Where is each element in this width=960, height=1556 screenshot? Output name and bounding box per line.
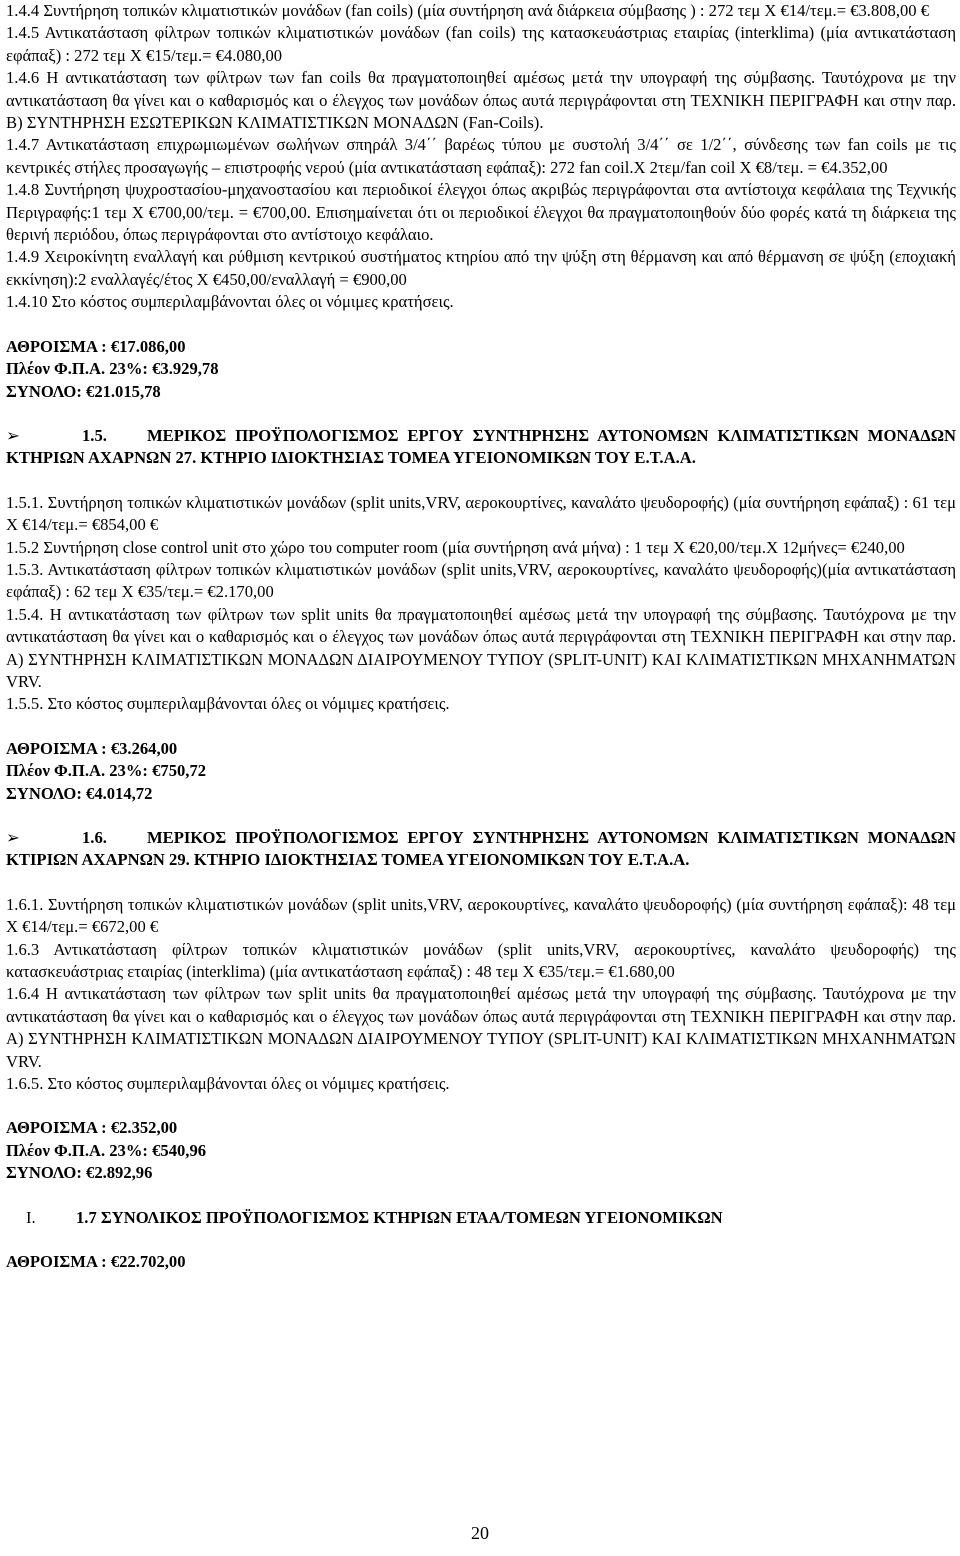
item-1-5-2: 1.5.2 Συντήρηση close control unit στο χώρο του computer room (μία συντήρηση ανά μήνα) : 1 τεμ Χ €20,00/τεμ.Χ 12μήνες= €240,00 — [6, 537, 905, 557]
section-1-6-items — [6, 894, 956, 1096]
section-number: 1.6. — [82, 828, 107, 847]
item-1-6-4: 1.6.4 Η αντικατάσταση των φίλτρων των split units θα πραγματοποιηθεί αμέσως μετά την υπογραφή της σύμβασης. Ταυτόχρονα με την αντικατάσταση θα γίνει και ο καθαρισμός και ο έλεγχος των μονάδων όπως αυτά περιγράφονται στη ΤΕΧΝΙΚΗ ΠΕΡΙΓΡΑΦΗ και στην παρ. Α) ΣΥΝΤΗΡΗΣΗ ΚΛΙΜΑΤΙΣΤΙΚΩΝ ΜΟΝΑΔΩΝ ΔΙΑΙΡΟΥΜΕΝΟΥ ΤΥΠΟΥ (SPLIT-UNIT) ΚΑΙ ΚΛΙΜΑΤΙΣΤΙΚΩΝ ΜΗΧΑΝΗΜΑΤΩΝ VRV. — [6, 984, 956, 1071]
item-1-4-9: 1.4.9 Χειροκίνητη εναλλαγή και ρύθμιση κεντρικού συστήματος κτηρίου από την ψύξη στη θέρμανση και από θέρμανση σε ψύξη (εποχιακή εκκίνηση):2 εναλλαγές/έτος Χ €450,00/εναλλαγή = €900,00 — [6, 247, 956, 289]
section-title: 1.7 ΣΥΝΟΛΙΚΟΣ ΠΡΟΫΠΟΛΟΓΙΣΜΟΣ ΚΤΗΡΙΩΝ ΕΤΑΑ/ΤΟΜΕΩΝ ΥΓΕΙΟΝΟΜΙΚΩΝ — [76, 1207, 723, 1227]
spacer — [6, 805, 956, 827]
totals-1-6 — [6, 1117, 956, 1184]
item-1-6-1: 1.6.1. Συντήρηση τοπικών κλιματιστικών μονάδων (split units,VRV, αεροκουρτίνες, καναλάτο ψευδοροφής) (μία συντήρηση εφάπαξ): 48 τεμ Χ €14/τεμ.= €672,00 € — [6, 894, 956, 937]
grand-total: ΣΥΝΟΛΟ: €4.014,72 — [6, 783, 153, 803]
arrow-bullet-icon: ➢ — [6, 828, 20, 847]
item-1-5-3: 1.5.3. Αντικατάσταση φίλτρων τοπικών κλιματιστικών μονάδων (split units,VRV, αεροκουρτίνες, καναλάτο ψευδοροφής)(μία αντικατάσταση εφάπαξ) : 62 τεμ Χ €35/τεμ.= €2.170,00 — [6, 559, 956, 602]
item-1-4-4: 1.4.4 Συντήρηση τοπικών κλιματιστικών μονάδων (fan coils) (μία συντήρηση ανά διάρκεια σύμβασης ) : 272 τεμ Χ €14/τεμ.= €3.808,00 € — [6, 1, 930, 20]
item-1-5-5: 1.5.5. Στο κόστος συμπεριλαμβάνονται όλες οι νόμιμες κρατήσεις. — [6, 694, 450, 714]
section-heading-1-6 — [6, 827, 956, 872]
section-title: ΜΕΡΙΚΟΣ ΠΡΟΫΠΟΛΟΓΙΣΜΟΣ ΕΡΓΟΥ ΣΥΝΤΗΡΗΣΗΣ ΑΥΤΟΝΟΜΩΝ ΚΛΙΜΑΤΙΣΤΙΚΩΝ ΜΟΝΑΔΩΝ ΚΤΙΡΙΩΝ ΑΧΑΡΝΩΝ 29. ΚΤΗΡΙΟ ΙΔΙΟΚΤΗΣΙΑΣ ΤΟΜΕΑ ΥΓΕΙΟΝΟΜΙΚΩΝ ΤΟΥ Ε.Τ.Α.Α. — [6, 828, 956, 870]
document-page — [6, 0, 956, 1274]
page-number: 20 — [471, 1523, 489, 1543]
item-1-4-10: 1.4.10 Στο κόστος συμπεριλαμβάνονται όλες οι νόμιμες κρατήσεις. — [6, 292, 454, 312]
spacer — [6, 1229, 956, 1251]
spacer — [6, 716, 956, 738]
vat-total: Πλέον Φ.Π.Α. 23%: €3.929,78 — [6, 359, 219, 379]
sum-total: ΑΘΡΟΙΣΜΑ : €22.702,00 — [6, 1252, 186, 1272]
roman-numeral: I. — [26, 1207, 36, 1227]
spacer — [6, 403, 956, 425]
section-number: 1.5. — [82, 425, 107, 445]
item-1-5-4: 1.5.4. Η αντικατάσταση των φίλτρων των split units θα πραγματοποιηθεί αμέσως μετά την υπογραφή της σύμβασης. Ταυτόχρονα με την αντικατάσταση θα γίνει και ο καθαρισμός και ο έλεγχος των μονάδων όπως αυτά περιγράφονται στη ΤΕΧΝΙΚΗ ΠΕΡΙΓΡΑΦΗ και στην παρ. Α) ΣΥΝΤΗΡΗΣΗ ΚΛΙΜΑΤΙΣΤΙΚΩΝ ΜΟΝΑΔΩΝ ΔΙΑΙΡΟΥΜΕΝΟΥ ΤΥΠΟΥ (SPLIT-UNIT) ΚΑΙ ΚΛΙΜΑΤΙΣΤΙΚΩΝ ΜΗΧΑΝΗΜΑΤΩΝ VRV. — [6, 604, 956, 691]
section-heading-1-7 — [26, 1207, 956, 1229]
grand-total: ΣΥΝΟΛΟ: €21.015,78 — [6, 381, 161, 401]
section-1-5-items — [6, 492, 956, 716]
spacer — [6, 1185, 956, 1207]
item-1-4-8: 1.4.8 Συντήρηση ψυχροστασίου-μηχανοστασίου και περιοδικοί έλεγχοι όπως ακριβώς περιγράφονται στα αντίστοιχα κεφάλαια της Τεχνικής Περιγραφής:1 τεμ Χ €700,00/τεμ. = €700,00. Επισημαίνεται ότι οι περιοδικοί έλεγχοι θα πραγματοποιηθούν δύο φορές κατά τη διάρκεια της θερινή περιόδου, όπως περιγράφονται στο αντίστοιχο κεφάλαιο. — [6, 180, 956, 245]
item-1-5-1: 1.5.1. Συντήρηση τοπικών κλιματιστικών μονάδων (split units,VRV, αεροκουρτίνες, καναλάτο ψευδοροφής) (μία συντήρηση εφάπαξ) : 61 τεμ Χ €14/τεμ.= €854,00 € — [6, 492, 956, 535]
grand-total: ΣΥΝΟΛΟ: €2.892,96 — [6, 1163, 153, 1183]
item-1-6-5: 1.6.5. Στο κόστος συμπεριλαμβάνονται όλες οι νόμιμες κρατήσεις. — [6, 1074, 450, 1094]
spacer — [6, 470, 956, 492]
arrow-bullet-icon: ➢ — [6, 425, 20, 445]
item-1-4-6: 1.4.6 Η αντικατάσταση των φίλτρων των fan coils θα πραγματοποιηθεί αμέσως μετά την υπογραφή της σύμβασης. Ταυτόχρονα με την αντικατάσταση θα γίνει και ο καθαρισμός και ο έλεγχος των μονάδων όπως αυτά περιγράφονται στη ΤΕΧΝΙΚΗ ΠΕΡΙΓΡΑΦΗ και στην παρ. Β) ΣΥΝΤΗΡΗΣΗ ΕΣΩΤΕΡΙΚΩΝ ΚΛΙΜΑΤΙΣΤΙΚΩΝ ΜΟΝΑΔΩΝ (Fan-Coils). — [6, 68, 956, 133]
vat-total: Πλέον Φ.Π.Α. 23%: €750,72 — [6, 761, 207, 781]
vat-total: Πλέον Φ.Π.Α. 23%: €540,96 — [6, 1140, 207, 1160]
spacer — [6, 872, 956, 894]
section-heading-1-5 — [6, 425, 956, 470]
totals-1-5 — [6, 738, 956, 805]
totals-1-7 — [6, 1251, 956, 1273]
sum-total: ΑΘΡΟΙΣΜΑ : €2.352,00 — [6, 1118, 178, 1138]
sum-total: ΑΘΡΟΙΣΜΑ : €17.086,00 — [6, 336, 186, 356]
item-1-4-5: 1.4.5 Αντικατάσταση φίλτρων τοπικών κλιματιστικών μονάδων (fan coils) της κατασκευάστριας εταιρίας (interklima) (μία αντικατάσταση εφάπαξ) : 272 τεμ Χ €15/τεμ.= €4.080,00 — [6, 23, 956, 65]
spacer — [6, 314, 956, 336]
item-1-6-3: 1.6.3 Αντικατάσταση φίλτρων τοπικών κλιματιστικών μονάδων (split units,VRV, αεροκουρτίνες, καναλάτο ψευδοροφής) της κατασκευάστριας εταιρίας (interklima) (μία αντικατάσταση εφάπαξ) : 48 τεμ Χ €35/τεμ.= €1.680,00 — [6, 939, 956, 982]
section-title: ΜΕΡΙΚΟΣ ΠΡΟΫΠΟΛΟΓΙΣΜΟΣ ΕΡΓΟΥ ΣΥΝΤΗΡΗΣΗΣ ΑΥΤΟΝΟΜΩΝ ΚΛΙΜΑΤΙΣΤΙΚΩΝ ΜΟΝΑΔΩΝ ΚΤΗΡΙΩΝ ΑΧΑΡΝΩΝ 27. ΚΤΗΡΙΟ ΙΔΙΟΚΤΗΣΙΑΣ ΤΟΜΕΑ ΥΓΕΙΟΝΟΜΙΚΩΝ ΤΟΥ Ε.Τ.Α.Α. — [6, 425, 956, 468]
spacer — [6, 1095, 956, 1117]
sum-total: ΑΘΡΟΙΣΜΑ : €3.264,00 — [6, 738, 178, 758]
totals-1-4 — [6, 336, 956, 403]
section-1-4-items — [6, 0, 956, 314]
item-1-4-7: 1.4.7 Αντικατάσταση επιχρωμιωμένων σωλήνων σπηράλ 3/4΄΄ βαρέως τύπου με συστολή 3/4΄΄ σε 1/2΄΄, σύνδεσης των fan coils με τις κεντρικές στήλες προσαγωγής – επιστροφής νερού (μία αντικατάσταση εφάπαξ): 272 fan coil.Χ 2τεμ/fan coil Χ €8/τεμ. = €4.352,00 — [6, 135, 956, 177]
